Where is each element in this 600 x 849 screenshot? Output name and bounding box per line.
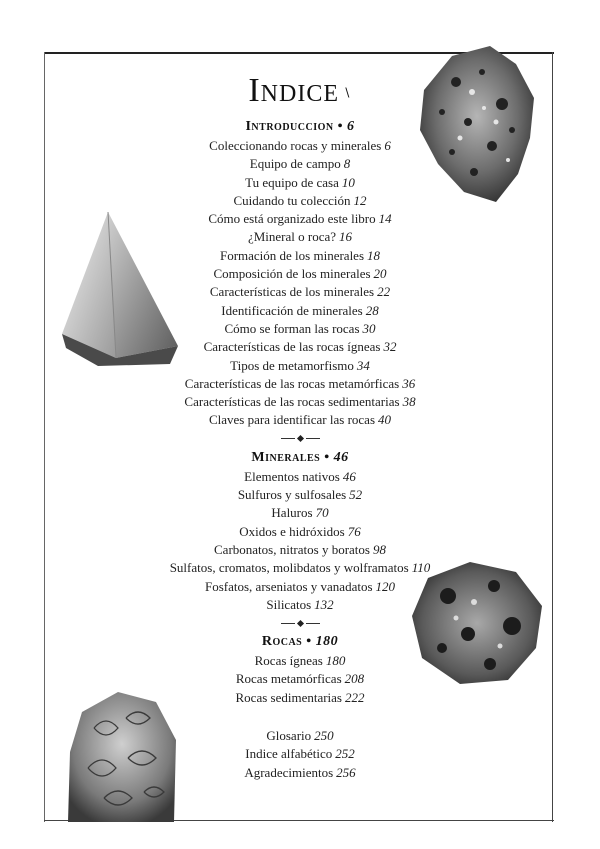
toc-entry[interactable]: Silicatos 132	[266, 596, 334, 612]
toc-entry[interactable]: Elementos nativos 46	[244, 468, 356, 484]
toc-entry-agradecimientos[interactable]: Agradecimientos 256	[244, 764, 356, 780]
toc-entry[interactable]: Identificación de minerales 28	[221, 302, 379, 318]
toc-entry[interactable]: Características de las rocas sedimentarias 38	[184, 394, 416, 410]
toc-entry[interactable]: ¿Mineral o roca? 16	[247, 229, 353, 245]
toc-entry[interactable]: Rocas ígneas 180	[254, 653, 346, 669]
toc-entry[interactable]: Tipos de metamorfismo 34	[230, 357, 370, 373]
toc-entry[interactable]: Cómo se forman las rocas 30	[224, 320, 376, 336]
toc-entry[interactable]: Características de las rocas metamórficas 36	[184, 375, 416, 391]
toc-entry[interactable]: Sulfatos, cromatos, molibdatos y wolframatos 110	[169, 560, 431, 576]
toc-entry[interactable]: Haluros 70	[271, 505, 329, 521]
toc-entry[interactable]: Oxidos e hidróxidos 76	[239, 523, 361, 539]
toc-entry[interactable]: Cuidando tu colección 12	[233, 192, 367, 208]
toc-entry[interactable]: Formación de los minerales 18	[219, 247, 381, 263]
section-heading-rocas[interactable]: Rocas • 180	[261, 634, 339, 650]
toc-entry[interactable]: Carbonatos, nitratos y boratos 98	[214, 541, 386, 557]
section-heading-introduccion[interactable]: Introduccion • 6	[245, 119, 355, 134]
table-of-contents	[100, 117, 500, 782]
toc-entry[interactable]: Fosfatos, arseniatos y vanadatos 120	[204, 578, 396, 594]
page-title: Indice ∖	[248, 72, 352, 109]
section-divider	[100, 430, 500, 448]
toc-entry[interactable]: Claves para identificar las rocas 40	[208, 412, 392, 428]
frame-right-rule	[552, 52, 553, 822]
toc-entry[interactable]: Características de las rocas ígneas 32	[203, 339, 397, 355]
toc-entry-indice-alfabetico[interactable]: Indice alfabético 252	[245, 746, 355, 762]
toc-entry[interactable]: Tu equipo de casa 10	[245, 174, 355, 190]
toc-entry[interactable]: Composición de los minerales 20	[213, 266, 387, 282]
toc-entry[interactable]: Rocas metamórficas 208	[235, 671, 365, 687]
section-heading-minerales[interactable]: Minerales • 46	[251, 449, 349, 465]
toc-entry[interactable]: Rocas sedimentarias 222	[235, 689, 365, 705]
toc-entry[interactable]: Coleccionando rocas y minerales 6	[209, 138, 391, 153]
frame-left-rule	[44, 52, 45, 822]
toc-entry[interactable]: Cómo está organizado este libro 14	[208, 211, 392, 227]
toc-entry-glosario[interactable]: Glosario 250	[266, 728, 334, 744]
toc-entry[interactable]: Características de los minerales 22	[209, 284, 391, 300]
toc-entry[interactable]: Equipo de campo 8	[249, 156, 351, 172]
toc-entry[interactable]: Sulfuros y sulfosales 52	[237, 487, 363, 503]
section-divider	[100, 614, 500, 632]
